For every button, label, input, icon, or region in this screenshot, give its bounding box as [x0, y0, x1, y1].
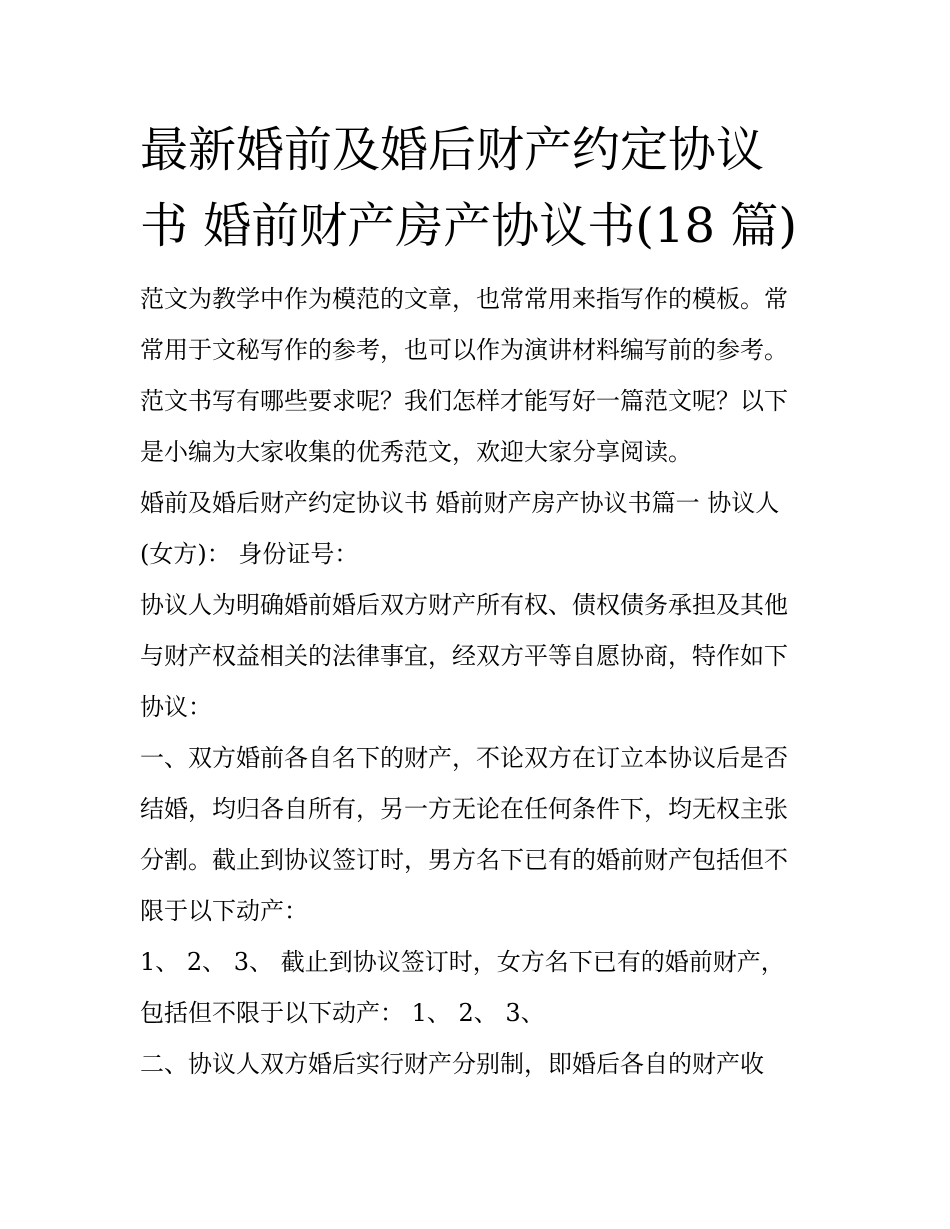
body-line-7: 协议人为明确婚前婚后双方财产所有权、债权债务承担及其他: [140, 591, 788, 619]
body-line-14: 1、 2、 3、 截止到协议签订时，女方名下已有的婚前财产，: [140, 948, 785, 976]
body-line-5: 婚前及婚后财产约定协议书 婚前财产房产协议书篇一 协议人: [140, 489, 780, 517]
body-line-12: 分割。截止到协议签订时，男方名下已有的婚前财产包括但不: [140, 846, 788, 874]
body-line-15: 包括但不限于以下动产： 1、 2、 3、: [140, 999, 545, 1027]
body-line-9: 协议：: [140, 693, 212, 721]
body-line-4: 是小编为大家收集的优秀范文，欢迎大家分享阅读。: [140, 438, 692, 466]
body-line-13: 限于以下动产：: [140, 897, 308, 925]
title-line-2: 书 婚前财产房产协议书(18 篇): [140, 198, 798, 254]
body-line-8: 与财产权益相关的法律事宜，经双方平等自愿协商，特作如下: [140, 642, 788, 670]
title-line-1: 最新婚前及婚后财产约定协议: [140, 122, 765, 178]
body-line-11: 结婚，均归各自所有，另一方无论在任何条件下，均无权主张: [140, 795, 788, 823]
body-line-3: 范文书写有哪些要求呢？我们怎样才能写好一篇范文呢？以下: [140, 387, 788, 415]
body-line-1: 范文为教学中作为模范的文章，也常常用来指写作的模板。常: [140, 285, 788, 313]
body-line-6: (女方)： 身份证号：: [140, 540, 359, 568]
body-line-16: 二、协议人双方婚后实行财产分别制，即婚后各自的财产收: [140, 1050, 764, 1078]
document-title: [140, 112, 820, 264]
body-line-2: 常用于文秘写作的参考，也可以作为演讲材料编写前的参考。: [140, 336, 788, 364]
body-line-10: 一、双方婚前各自名下的财产，不论双方在订立本协议后是否: [140, 744, 788, 772]
